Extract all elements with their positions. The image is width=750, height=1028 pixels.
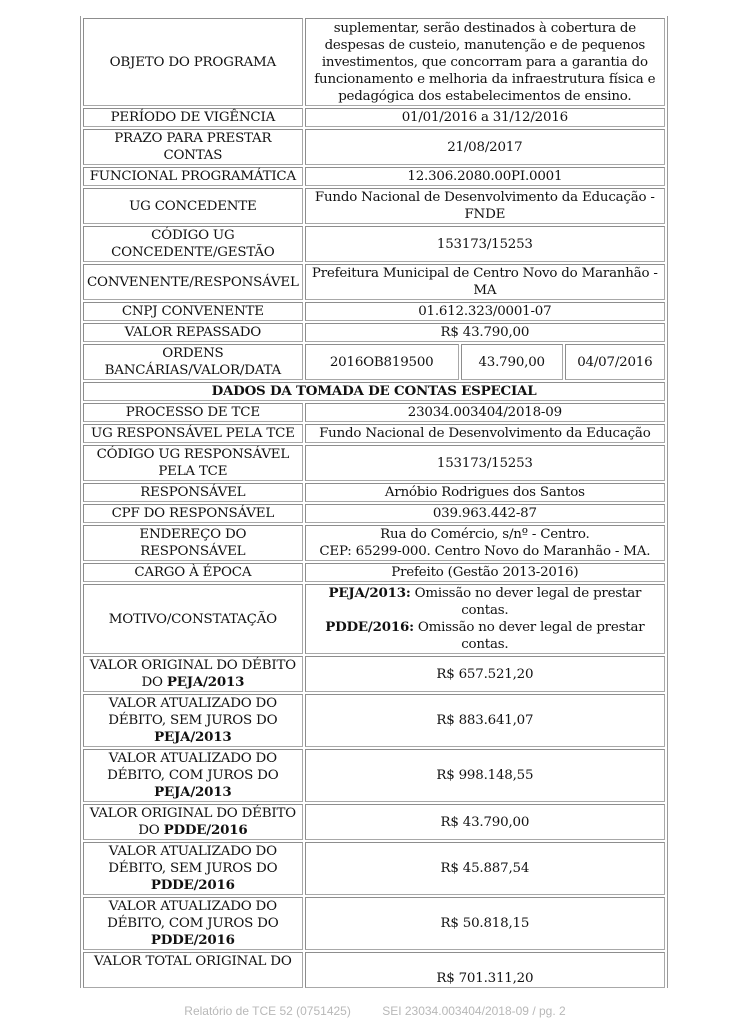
table-row	[83, 323, 665, 342]
table-row	[83, 525, 665, 561]
table-row	[83, 403, 665, 422]
row-label: CPF DO RESPONSÁVEL	[83, 504, 303, 523]
table-row	[83, 18, 665, 106]
row-label: MOTIVO/CONSTATAÇÃO	[83, 584, 303, 654]
row-value: Prefeito (Gestão 2013-2016)	[305, 563, 665, 582]
footer-sei-ref: SEI 23034.003404/2018-09 / pg. 2	[382, 1004, 566, 1018]
motivo-item	[309, 585, 661, 619]
debito-value: R$ 883.641,07	[305, 694, 665, 747]
debito-label	[83, 656, 303, 692]
objeto-line: pedagógica dos estabelecimentos de ensino.	[338, 88, 632, 104]
debito-label	[83, 897, 303, 950]
row-label: UG CONCEDENTE	[83, 188, 303, 224]
debito-row	[83, 656, 665, 692]
row-value-objeto	[305, 18, 665, 106]
table-row	[83, 563, 665, 582]
table-row	[83, 952, 665, 988]
table-row	[83, 483, 665, 502]
row-label: RESPONSÁVEL	[83, 483, 303, 502]
debito-row	[83, 897, 665, 950]
row-value: 153173/15253	[305, 445, 665, 481]
row-value: Fundo Nacional de Desenvolvimento da Educação - FNDE	[305, 188, 665, 224]
debito-program: PEJA/2013	[154, 784, 232, 800]
debito-label-text: VALOR ATUALIZADO DO DÉBITO, COM JUROS DO	[107, 899, 279, 931]
row-label: OBJETO DO PROGRAMA	[83, 18, 303, 106]
row-value: R$ 43.790,00	[305, 323, 665, 342]
endereco-line: CEP: 65299-000. Centro Novo do Maranhão - MA.	[319, 544, 651, 559]
table-row	[83, 302, 665, 321]
motivo-program: PEJA/2013:	[328, 585, 411, 601]
motivo-row	[83, 584, 665, 654]
row-value: R$ 701.311,20	[305, 952, 665, 988]
debito-label-text: VALOR ORIGINAL DO DÉBITO DO	[89, 658, 296, 690]
debito-value: R$ 657.521,20	[305, 656, 665, 692]
endereco-line: Rua do Comércio, s/nº - Centro.	[380, 527, 590, 542]
table-row	[83, 167, 665, 186]
motivo-text: Omissão no dever legal de prestar contas.	[410, 586, 642, 618]
section-title: DADOS DA TOMADA DE CONTAS ESPECIAL	[83, 382, 665, 401]
row-value: Prefeitura Municipal de Centro Novo do Maranhão - MA	[305, 264, 665, 300]
table-row	[83, 504, 665, 523]
table-row	[83, 264, 665, 300]
row-value: Arnóbio Rodrigues dos Santos	[305, 483, 665, 502]
row-label: ORDENS BANCÁRIAS/VALOR/DATA	[83, 344, 303, 380]
debito-value: R$ 998.148,55	[305, 749, 665, 802]
row-value: 01/01/2016 a 31/12/2016	[305, 108, 665, 127]
table-row	[83, 108, 665, 127]
row-label: CÓDIGO UG RESPONSÁVEL PELA TCE	[83, 445, 303, 481]
debito-label	[83, 842, 303, 895]
debito-program: PDDE/2016	[163, 822, 248, 838]
motivo-text: Omissão no dever legal de prestar contas.	[413, 620, 645, 652]
document-page	[80, 16, 670, 988]
debito-program: PDDE/2016	[150, 877, 235, 893]
row-label: ENDEREÇO DO RESPONSÁVEL	[83, 525, 303, 561]
page-footer	[0, 1004, 750, 1018]
debito-label-text: VALOR ATUALIZADO DO DÉBITO, SEM JUROS DO	[108, 844, 278, 876]
row-value: 21/08/2017	[305, 129, 665, 165]
table-row	[83, 226, 665, 262]
debito-label-text: VALOR ORIGINAL DO DÉBITO DO	[89, 806, 296, 838]
debito-value: R$ 45.887,54	[305, 842, 665, 895]
row-label: CÓDIGO UG CONCEDENTE/GESTÃO	[83, 226, 303, 262]
motivo-program: PDDE/2016:	[325, 619, 414, 635]
debito-row	[83, 804, 665, 840]
row-label: CONVENENTE/RESPONSÁVEL	[83, 264, 303, 300]
debito-program: PEJA/2013	[154, 729, 232, 745]
row-value-endereco	[305, 525, 665, 561]
debito-row	[83, 749, 665, 802]
debito-value: R$ 43.790,00	[305, 804, 665, 840]
footer-doc-ref: Relatório de TCE 52 (0751425)	[184, 1004, 351, 1018]
objeto-line: funcionamento e melhoria da infraestrutura física e	[314, 71, 656, 87]
row-label: VALOR TOTAL ORIGINAL DO	[83, 952, 303, 988]
row-label: FUNCIONAL PROGRAMÁTICA	[83, 167, 303, 186]
row-label: PRAZO PARA PRESTAR CONTAS	[83, 129, 303, 165]
row-label: CNPJ CONVENENTE	[83, 302, 303, 321]
row-value: 153173/15253	[305, 226, 665, 262]
debito-label	[83, 694, 303, 747]
debito-label-text: VALOR ATUALIZADO DO DÉBITO, COM JUROS DO	[107, 751, 279, 783]
objeto-line: investimentos, que concorram para a garantia do	[321, 54, 648, 70]
row-value: Fundo Nacional de Desenvolvimento da Educação	[305, 424, 665, 443]
row-label: CARGO À ÉPOCA	[83, 563, 303, 582]
motivo-value	[305, 584, 665, 654]
row-value: 23034.003404/2018-09	[305, 403, 665, 422]
debito-label-text: VALOR ATUALIZADO DO DÉBITO, SEM JUROS DO	[108, 696, 278, 728]
ob-number: 2016OB819500	[305, 344, 459, 380]
debito-row	[83, 694, 665, 747]
objeto-line: suplementar, serão destinados à cobertura de	[333, 20, 636, 36]
row-label: UG RESPONSÁVEL PELA TCE	[83, 424, 303, 443]
debito-row	[83, 842, 665, 895]
debito-program: PEJA/2013	[166, 674, 245, 690]
row-label: PERÍODO DE VIGÊNCIA	[83, 108, 303, 127]
table-row	[83, 129, 665, 165]
debito-label	[83, 804, 303, 840]
row-label: VALOR REPASSADO	[83, 323, 303, 342]
debito-label	[83, 749, 303, 802]
ob-data: 04/07/2016	[565, 344, 665, 380]
ob-valor: 43.790,00	[461, 344, 563, 380]
debito-program: PDDE/2016	[150, 932, 235, 948]
objeto-line: despesas de custeio, manutenção e de pequenos	[324, 37, 646, 53]
row-value: 12.306.2080.00PI.0001	[305, 167, 665, 186]
table-row	[83, 424, 665, 443]
motivo-item	[309, 619, 661, 653]
debito-value: R$ 50.818,15	[305, 897, 665, 950]
ordens-bancarias-row	[83, 344, 665, 380]
table-row	[83, 188, 665, 224]
row-value: 01.612.323/0001-07	[305, 302, 665, 321]
section-header-row	[83, 382, 665, 401]
tce-data-table	[80, 16, 668, 988]
row-value: 039.963.442-87	[305, 504, 665, 523]
row-label: PROCESSO DE TCE	[83, 403, 303, 422]
table-row	[83, 445, 665, 481]
